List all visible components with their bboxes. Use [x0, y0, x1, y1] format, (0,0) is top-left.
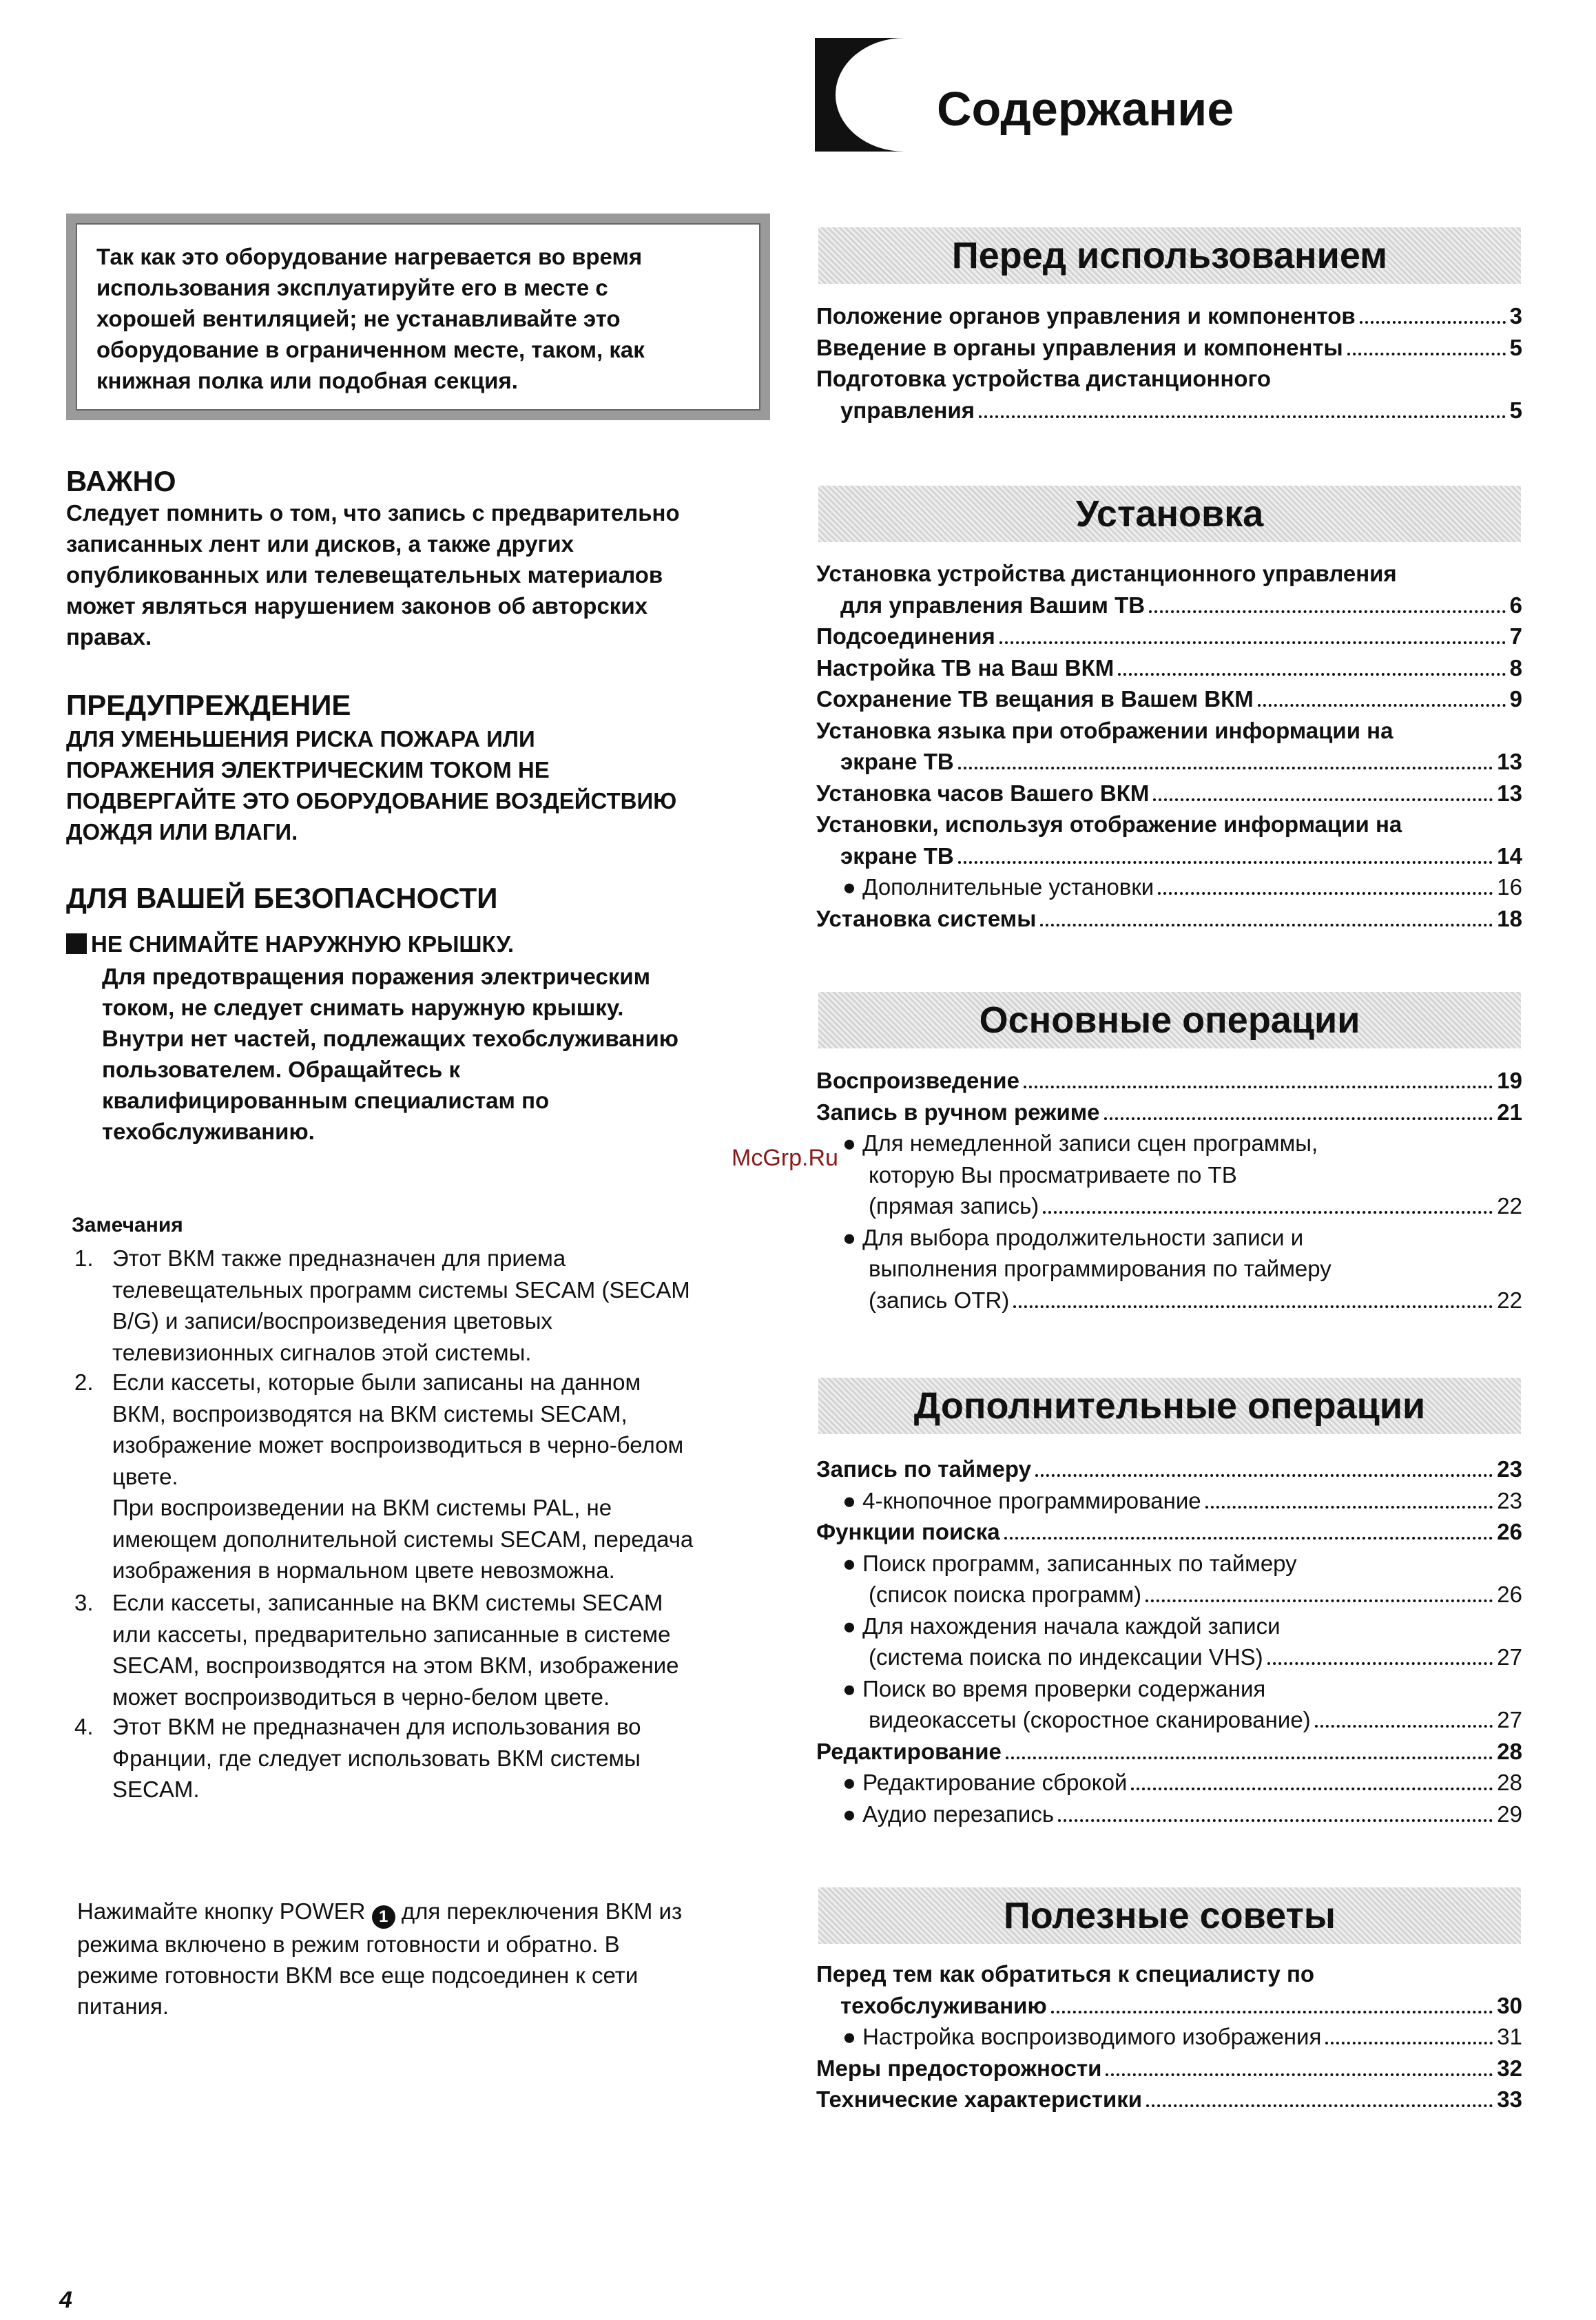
toc-page-number: 19	[1497, 1068, 1522, 1093]
dot-leader	[979, 415, 1506, 418]
power-note: Нажимайте кнопку POWER 1 для переключения ВКМ из режима включено в режим готовности и обратно. В режиме готовности ВКМ все еще подсоединен к сети питания.	[77, 1898, 683, 2019]
toc-entry[interactable]	[842, 1799, 1522, 1830]
toc-entry-title: Настройка ТВ на Ваш ВКМ	[816, 654, 1115, 681]
note-number: 2.	[74, 1369, 94, 1395]
dot-leader	[958, 767, 1493, 769]
warning-text: Так как это оборудование нагревается во время использования эксплуатируйте его в месте с хорошей вентиляцией; не устанавливайте это оборудование в ограниченном месте, таком, как книжная полка или подобная секция.	[96, 244, 645, 393]
note-line: B/G) и записи/воспроизведения цветовых	[112, 1308, 552, 1334]
square-bullet-icon	[66, 933, 87, 954]
toc-page-number: 23	[1497, 1456, 1522, 1482]
toc-entry[interactable]	[869, 1190, 1522, 1221]
toc-page-number: 5	[1509, 397, 1522, 423]
dot-leader	[1347, 353, 1506, 355]
toc-entry-title-cont: управления	[840, 397, 975, 423]
toc-entry[interactable]	[816, 1097, 1522, 1128]
dot-leader	[1118, 673, 1505, 676]
page-title: Содержание	[937, 82, 1234, 136]
toc-entry[interactable]	[840, 395, 1522, 426]
toc-page-number: 32	[1497, 2055, 1522, 2081]
toc-entry-title: Подсоединения	[816, 623, 995, 649]
notes-heading: Замечания	[72, 1214, 183, 1236]
dot-leader	[1106, 2073, 1493, 2076]
toc-page-number: 30	[1497, 1992, 1522, 2018]
toc-entry-title: Запись в ручном режиме	[816, 1099, 1100, 1125]
toc-entry-title: Функции поиска	[816, 1519, 1000, 1544]
toc-page-number: 22	[1497, 1287, 1522, 1313]
note-line: цвете.	[112, 1463, 178, 1489]
toc-page-number: 14	[1497, 842, 1522, 869]
dot-leader	[1024, 1086, 1493, 1088]
toc-entry[interactable]	[869, 1579, 1522, 1610]
note-line: или кассеты, предварительно записанные в системе	[112, 1621, 671, 1647]
toc-page-number: 26	[1497, 1519, 1522, 1544]
toc-entry[interactable]	[816, 778, 1522, 809]
toc-entry[interactable]	[840, 840, 1522, 871]
dot-leader	[1153, 798, 1493, 801]
note-number: 3.	[74, 1590, 94, 1615]
toc-entry[interactable]	[816, 2084, 1522, 2115]
safety-subheading: НЕ СНИМАЙТЕ НАРУЖНУЮ КРЫШКУ.	[66, 929, 514, 960]
toc-entry-title-cont: (прямая запись)	[869, 1193, 1039, 1219]
toc-entry[interactable]	[816, 1065, 1522, 1096]
note-line: SECAM, воспроизводятся на этом ВКМ, изображение	[112, 1653, 679, 1678]
dot-leader	[1158, 892, 1493, 895]
toc-entry[interactable]	[842, 1767, 1522, 1798]
note-line: Этот ВКМ также предназначен для приема	[112, 1245, 566, 1271]
note-line: ВКМ, воспроизводятся на ВКМ системы SECAM,	[112, 1400, 628, 1427]
toc-page-number: 13	[1497, 780, 1522, 806]
dot-leader	[1043, 1211, 1493, 1214]
toc-section-useful-tips	[818, 1887, 1521, 1944]
note-line: Франции, где следует использовать ВКМ системы	[112, 1745, 641, 1771]
toc-entry-title-cont: (запись OTR)	[869, 1287, 1010, 1313]
toc-page-number: 29	[1497, 1801, 1522, 1827]
note-line: При воспроизведении на ВКМ системы PAL, не	[112, 1495, 612, 1520]
caution-heading: ПРЕДУПРЕЖДЕНИЕ	[66, 689, 351, 721]
toc-entry-title: ● Для выбора продолжительности записи и	[842, 1224, 1304, 1250]
toc-entry-title: Воспроизведение	[816, 1068, 1019, 1093]
toc-entry[interactable]	[816, 1453, 1522, 1484]
toc-section-title: Дополнительные операции	[913, 1385, 1426, 1427]
note-line: может воспроизводиться в черно-белом цвете.	[112, 1684, 610, 1710]
dot-leader	[1360, 321, 1506, 324]
toc-entry[interactable]	[816, 903, 1522, 934]
toc-entry-title-cont: техобслуживанию	[840, 1992, 1047, 2018]
toc-entry-title: ● 4-кнопочное программирование	[842, 1487, 1201, 1513]
toc-entry-line: которую Вы просматриваете по ТВ	[869, 1161, 1237, 1188]
dot-leader	[1006, 1757, 1493, 1759]
toc-entry-title-cont: экране ТВ	[840, 842, 954, 869]
toc-entry[interactable]	[816, 1736, 1522, 1767]
note-line: имеющем дополнительной системы SECAM, передача	[112, 1526, 694, 1552]
dot-leader	[958, 861, 1493, 864]
note-line: изображения в нормальном цвете невозможна.	[112, 1557, 615, 1583]
toc-entry-title: Сохранение ТВ вещания в Вашем ВКМ	[816, 686, 1254, 712]
toc-page-number: 22	[1497, 1193, 1522, 1219]
toc-entry-title: Перед тем как обратиться к специалисту по	[816, 1961, 1315, 1987]
toc-entry[interactable]	[840, 1990, 1522, 2021]
toc-entry-title: Редактирование	[816, 1738, 1002, 1764]
toc-page-number: 9	[1509, 686, 1522, 712]
toc-entry-title: ● Для нахождения начала каждой записи	[842, 1613, 1281, 1639]
toc-entry-title: Установки, используя отображение информации на	[816, 811, 1402, 837]
toc-page-number: 5	[1509, 334, 1522, 360]
toc-page-number: 27	[1497, 1644, 1522, 1670]
dot-leader	[1149, 610, 1506, 613]
note-line: Этот ВКМ не предназначен для использования во	[112, 1714, 641, 1739]
dot-leader	[1315, 1725, 1493, 1728]
toc-page-number: 3	[1509, 303, 1522, 329]
toc-entry-title: Установка языка при отображении информации на	[816, 717, 1393, 743]
watermark-text: McGrp.Ru	[732, 1145, 838, 1171]
page-number: 4	[59, 2287, 72, 2313]
toc-entry-title: Положение органов управления и компонентов	[816, 303, 1356, 329]
toc-entry-title: Введение в органы управления и компоненты	[816, 334, 1343, 360]
dot-leader	[1267, 1662, 1493, 1665]
toc-entry-title-cont: экране ТВ	[840, 749, 954, 774]
toc-entry-title: Установка часов Вашего ВКМ	[816, 780, 1150, 806]
toc-entry-title: Меры предосторожности	[816, 2055, 1102, 2081]
dot-leader	[1258, 704, 1506, 707]
section-tab-marker	[815, 38, 904, 152]
note-line: Если кассеты, записанные на ВКМ системы SECAM	[112, 1590, 663, 1615]
toc-page-number: 31	[1497, 2024, 1522, 2049]
toc-section-title: Основные операции	[979, 1000, 1360, 1041]
toc-entry-title: Установка устройства дистанционного управления	[816, 561, 1397, 586]
toc-entry[interactable]	[816, 683, 1522, 714]
toc-page-number: 21	[1497, 1099, 1522, 1125]
toc-section-advanced-operations	[818, 1378, 1521, 1434]
toc-section-basic-operations	[818, 992, 1521, 1048]
toc-entry-title: ● Настройка воспроизводимого изображения	[842, 2024, 1322, 2049]
note-number: 1.	[74, 1245, 94, 1271]
dot-leader	[1205, 1506, 1493, 1509]
toc-section-title: Перед использованием	[951, 235, 1388, 276]
dot-leader	[1131, 1788, 1493, 1790]
toc-page-number: 16	[1497, 874, 1522, 900]
dot-leader	[1058, 1819, 1493, 1822]
dot-leader	[999, 641, 1506, 644]
power-button-number-icon: 1	[372, 1905, 395, 1929]
toc-entry[interactable]	[840, 590, 1522, 621]
dot-leader	[1013, 1305, 1493, 1308]
note-line: телевещательных программ системы SECAM (SECAM	[112, 1276, 690, 1303]
toc-page-number: 28	[1497, 1738, 1522, 1764]
toc-entry[interactable]	[816, 332, 1522, 363]
toc-entry[interactable]	[869, 1641, 1522, 1672]
toc-page-number: 26	[1497, 1582, 1522, 1607]
toc-entry[interactable]	[840, 746, 1522, 777]
toc-entry[interactable]	[816, 621, 1522, 652]
dot-leader	[1040, 924, 1493, 926]
toc-page-number: 13	[1497, 749, 1522, 774]
toc-entry-title-cont: видеокассеты (скоростное сканирование)	[869, 1707, 1311, 1732]
toc-page-number: 8	[1509, 654, 1522, 681]
dot-leader	[1146, 2104, 1493, 2107]
toc-section-setup	[818, 486, 1521, 542]
note-line: Если кассеты, которые были записаны на данном	[112, 1369, 641, 1395]
important-heading: ВАЖНО	[66, 465, 176, 497]
toc-entry[interactable]	[816, 300, 1522, 331]
toc-entry-line: выполнения программирования по таймеру	[869, 1256, 1331, 1281]
toc-entry-title: ● Редактирование сброкой	[842, 1770, 1128, 1795]
safety-heading: ДЛЯ ВАШЕЙ БЕЗОПАСНОСТИ	[66, 882, 498, 914]
toc-section-before-use	[818, 227, 1521, 284]
toc-entry[interactable]	[842, 871, 1522, 902]
toc-entry-title: ● Дополнительные установки	[842, 874, 1154, 900]
toc-entry[interactable]	[816, 2053, 1522, 2084]
toc-entry-title-cont: (список поиска программ)	[869, 1582, 1142, 1607]
toc-page-number: 28	[1497, 1770, 1522, 1795]
toc-entry-title: ● Поиск во время проверки содержания	[842, 1675, 1266, 1701]
dot-leader	[1004, 1537, 1493, 1540]
toc-entry-title: ● Аудио перезапись	[842, 1801, 1055, 1827]
dot-leader	[1325, 2042, 1493, 2044]
important-text: Следует помнить о том, что запись с предварительно записанных лент или дисков, а также других опубликованных или телевещательных материалов может являться нарушением законов об авторских правах.	[66, 500, 680, 650]
toc-entry[interactable]	[816, 652, 1522, 683]
toc-page-number: 23	[1497, 1487, 1522, 1513]
toc-entry-title: ● Поиск программ, записанных по таймеру	[842, 1550, 1297, 1576]
toc-entry-title: Подготовка устройства дистанционного	[816, 366, 1272, 391]
toc-entry[interactable]	[869, 1285, 1522, 1316]
toc-page-number: 33	[1497, 2086, 1522, 2112]
toc-entry[interactable]	[869, 1704, 1522, 1735]
dot-leader	[1035, 1474, 1493, 1477]
toc-entry-title: ● Для немедленной записи сцен программы,	[842, 1130, 1318, 1156]
toc-entry-title-cont: (система поиска по индексации VHS)	[869, 1644, 1263, 1670]
note-number: 4.	[74, 1714, 94, 1739]
toc-page-number: 18	[1497, 905, 1522, 931]
note-line: изображение может воспроизводиться в черно-белом	[112, 1432, 684, 1458]
note-line: телевизионных сигналов этой системы.	[112, 1339, 532, 1365]
toc-entry[interactable]	[842, 1485, 1522, 1516]
dot-leader	[1146, 1599, 1493, 1602]
toc-entry-title-cont: для управления Вашим ТВ	[840, 592, 1146, 618]
toc-section-title: Полезные советы	[1003, 1895, 1336, 1936]
toc-entry-title: Установка системы	[816, 905, 1037, 931]
safety-text: Для предотвращения поражения электрическим током, не следует снимать наружную крышку. Внутри нет частей, подлежащих техобслуживанию пользователем. Обращайтесь к квалифицированным специалистам по техобслуживанию.	[102, 964, 678, 1144]
toc-section-title: Установка	[1075, 493, 1264, 535]
caution-text: ДЛЯ УМЕНЬШЕНИЯ РИСКА ПОЖАРА ИЛИ ПОРАЖЕНИЯ ЭЛЕКТРИЧЕСКИМ ТОКОМ НЕ ПОДВЕРГАЙТЕ ЭТО ОБОРУДОВАНИЕ ВОЗДЕЙСТВИЮ ДОЖДЯ ИЛИ ВЛАГИ.	[66, 726, 677, 845]
toc-page-number: 6	[1509, 592, 1522, 618]
toc-entry[interactable]	[816, 1516, 1522, 1547]
toc-entry-title: Запись по таймеру	[816, 1456, 1031, 1482]
toc-entry[interactable]	[842, 2021, 1522, 2052]
toc-page-number: 7	[1509, 623, 1522, 649]
toc-page-number: 27	[1497, 1707, 1522, 1732]
dot-leader	[1051, 2011, 1493, 2013]
note-line: SECAM.	[112, 1777, 200, 1802]
toc-entry-title: Технические характеристики	[816, 2086, 1143, 2112]
dot-leader	[1104, 1117, 1493, 1120]
